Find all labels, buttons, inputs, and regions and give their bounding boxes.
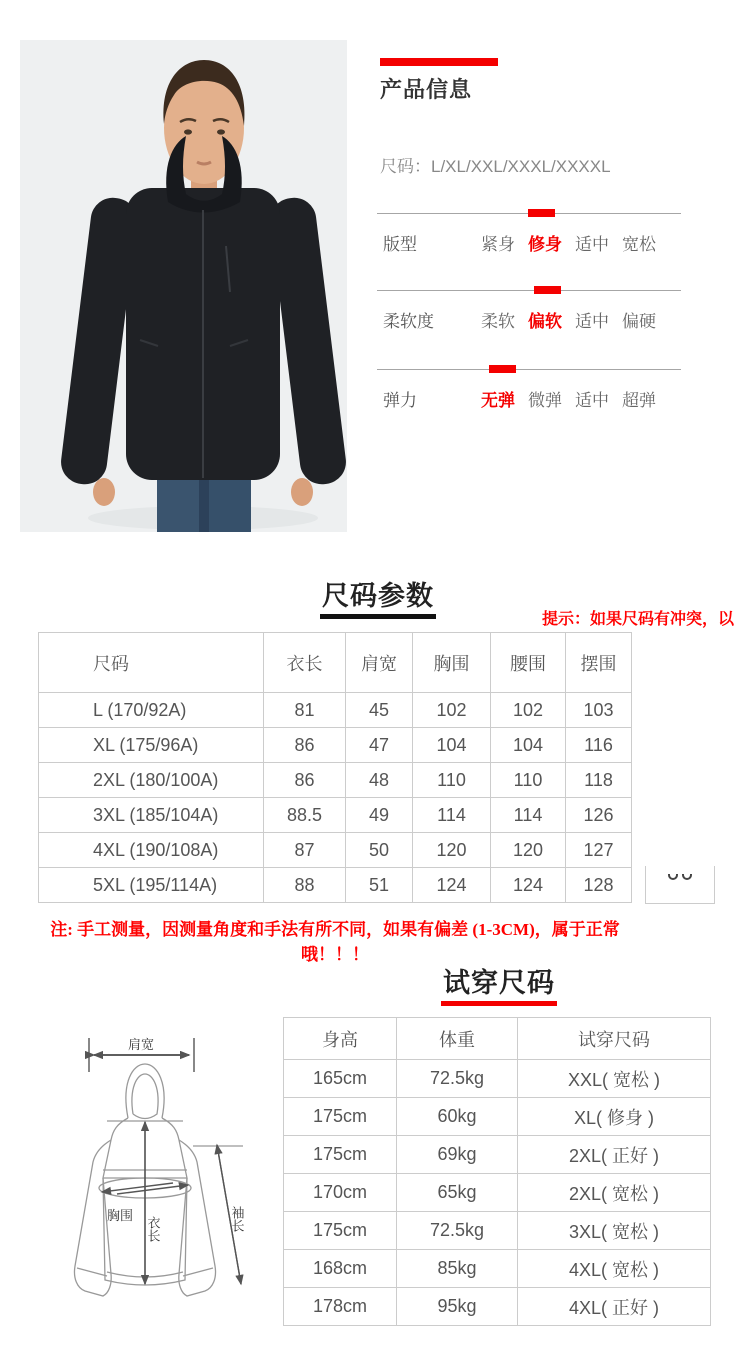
- slider-groups: [377, 213, 683, 410]
- slider-label: 弹力: [383, 390, 417, 410]
- size-list-line: [380, 152, 683, 177]
- slider-option: 微弹: [528, 390, 562, 410]
- size-table-header-row: [39, 633, 632, 693]
- slider-marker: [528, 209, 555, 217]
- measurement-diagram: [45, 1028, 275, 1350]
- diagram-label-length: 衣长: [145, 1216, 161, 1242]
- table-cell: 5XL (195/114A): [39, 868, 264, 903]
- size-table-body: [39, 693, 632, 903]
- table-cell: XL (175/96A): [39, 728, 264, 763]
- table-row: [39, 798, 632, 833]
- table-cell: 175cm: [284, 1098, 397, 1136]
- table-cell: 88.5: [264, 798, 346, 833]
- diagram-label-chest: 胸围: [107, 1208, 134, 1223]
- slider-option: 适中: [575, 390, 609, 410]
- table-cell: XL( 修身 ): [518, 1098, 711, 1136]
- product-photo: [20, 40, 347, 532]
- table-cell: 86: [264, 728, 346, 763]
- column-header: 衣长: [264, 633, 346, 693]
- column-header: 腰围: [491, 633, 566, 693]
- table-row: [284, 1060, 711, 1098]
- table-cell: 72.5kg: [397, 1212, 518, 1250]
- table-cell: 110: [413, 763, 491, 798]
- table-cell: 170cm: [284, 1174, 397, 1212]
- table-cell: 60kg: [397, 1098, 518, 1136]
- slider-marker: [534, 286, 561, 294]
- table-cell: 2XL( 正好 ): [518, 1136, 711, 1174]
- table-row: [284, 1288, 711, 1326]
- column-header: 体重: [397, 1018, 518, 1060]
- diagram-label-shoulder: 肩宽: [128, 1037, 155, 1052]
- table-row: [284, 1212, 711, 1250]
- slider-track: [377, 290, 681, 291]
- table-row: [284, 1250, 711, 1288]
- table-row: [39, 728, 632, 763]
- table-cell: 86: [264, 763, 346, 798]
- table-cell: 178cm: [284, 1288, 397, 1326]
- table-cell: 102: [491, 693, 566, 728]
- table-row: [39, 833, 632, 868]
- slider-track: [377, 213, 681, 214]
- table-cell: 51: [346, 868, 413, 903]
- jacket-outline: [74, 1064, 243, 1296]
- section-title-product-info: 产品信息: [380, 77, 473, 102]
- table-cell: 175cm: [284, 1136, 397, 1174]
- slider-option: 修身: [528, 234, 562, 254]
- slider-row: [377, 230, 683, 254]
- table-cell: 47: [346, 728, 413, 763]
- table-cell: 48: [346, 763, 413, 798]
- table-cell: 124: [491, 868, 566, 903]
- table-row: [39, 868, 632, 903]
- table-cell: 4XL (190/108A): [39, 833, 264, 868]
- table-cell: 120: [491, 833, 566, 868]
- table-cell: 2XL (180/100A): [39, 763, 264, 798]
- table-cell: XXL( 宽松 ): [518, 1060, 711, 1098]
- accent-bar: [380, 58, 498, 66]
- table-cell: 165cm: [284, 1060, 397, 1098]
- slider-option: 适中: [575, 234, 609, 254]
- table-row: [284, 1136, 711, 1174]
- clipped-cell-fragment: [645, 866, 715, 904]
- table-cell: 69kg: [397, 1136, 518, 1174]
- table-cell: 102: [413, 693, 491, 728]
- table-cell: 126: [566, 798, 632, 833]
- table-cell: 114: [491, 798, 566, 833]
- slider-option: 偏硬: [622, 311, 656, 331]
- table-row: [284, 1098, 711, 1136]
- measurement-note: 注: 手工测量，因测量角度和手法有所不同，如果有偏差 (1-3CM)，属于正常哦！！！: [50, 920, 620, 964]
- size-value: L/XL/XXL/XXXL/XXXXL: [431, 157, 611, 176]
- slider-option: 超弹: [622, 390, 656, 410]
- measure-arrows: [89, 1038, 241, 1284]
- table-cell: 124: [413, 868, 491, 903]
- table-cell: 103: [566, 693, 632, 728]
- table-cell: 175cm: [284, 1212, 397, 1250]
- table-cell: 85kg: [397, 1250, 518, 1288]
- tryon-size-table: [283, 1017, 711, 1326]
- slider-row: [377, 386, 683, 410]
- table-cell: 95kg: [397, 1288, 518, 1326]
- column-header: 身高: [284, 1018, 397, 1060]
- table-cell: 118: [566, 763, 632, 798]
- slider-option: 适中: [575, 311, 609, 331]
- table-cell: 88: [264, 868, 346, 903]
- slider-option: 柔软: [481, 311, 515, 331]
- fragment-mark: [668, 874, 678, 880]
- table-row: [284, 1174, 711, 1212]
- slider-option: 无弹: [481, 390, 515, 410]
- slider-marker: [489, 365, 516, 373]
- slider-track: [377, 369, 681, 370]
- size-conflict-tip: 提示：如果尺码有冲突，以: [541, 611, 734, 628]
- table-cell: L (170/92A): [39, 693, 264, 728]
- slider-row: [377, 307, 683, 331]
- column-header: 摆围: [566, 633, 632, 693]
- table-cell: 45: [346, 693, 413, 728]
- table-cell: 114: [413, 798, 491, 833]
- fragment-mark: [682, 874, 692, 880]
- table-cell: 49: [346, 798, 413, 833]
- table-cell: 50: [346, 833, 413, 868]
- slider-option: 紧身: [481, 234, 515, 254]
- jeans: [157, 472, 201, 532]
- table-cell: 4XL( 正好 ): [518, 1288, 711, 1326]
- table-row: [39, 763, 632, 798]
- table-cell: 104: [491, 728, 566, 763]
- slider-group: [377, 369, 683, 410]
- table-cell: 168cm: [284, 1250, 397, 1288]
- table-cell: 65kg: [397, 1174, 518, 1212]
- table-cell: 127: [566, 833, 632, 868]
- table-cell: 87: [264, 833, 346, 868]
- diagram-label-sleeve: 袖长: [229, 1206, 245, 1232]
- table-cell: 110: [491, 763, 566, 798]
- column-header: 尺码: [39, 633, 264, 693]
- tryon-table-header-row: [284, 1018, 711, 1060]
- table-cell: 72.5kg: [397, 1060, 518, 1098]
- model-illustration: [20, 40, 347, 532]
- tryon-table-body: [284, 1060, 711, 1326]
- size-parameters-table: [38, 632, 632, 903]
- column-header: 试穿尺码: [518, 1018, 711, 1060]
- table-cell: 128: [566, 868, 632, 903]
- size-label: 尺码：: [380, 157, 431, 176]
- slider-group: [377, 213, 683, 254]
- section-title-tryon: 试穿尺码: [441, 961, 557, 1006]
- slider-label: 柔软度: [383, 311, 434, 331]
- slider-option: 宽松: [622, 234, 656, 254]
- table-cell: 2XL( 宽松 ): [518, 1174, 711, 1212]
- table-cell: 4XL( 宽松 ): [518, 1250, 711, 1288]
- slider-label: 版型: [383, 234, 417, 254]
- table-cell: 116: [566, 728, 632, 763]
- table-row: [39, 693, 632, 728]
- table-cell: 120: [413, 833, 491, 868]
- column-header: 胸围: [413, 633, 491, 693]
- slider-option: 偏软: [528, 311, 562, 331]
- slider-group: [377, 290, 683, 331]
- column-header: 肩宽: [346, 633, 413, 693]
- table-cell: 3XL (185/104A): [39, 798, 264, 833]
- table-cell: 3XL( 宽松 ): [518, 1212, 711, 1250]
- section-title-size-params: 尺码参数: [320, 574, 436, 619]
- product-info-panel: [377, 58, 683, 410]
- table-cell: 81: [264, 693, 346, 728]
- table-cell: 104: [413, 728, 491, 763]
